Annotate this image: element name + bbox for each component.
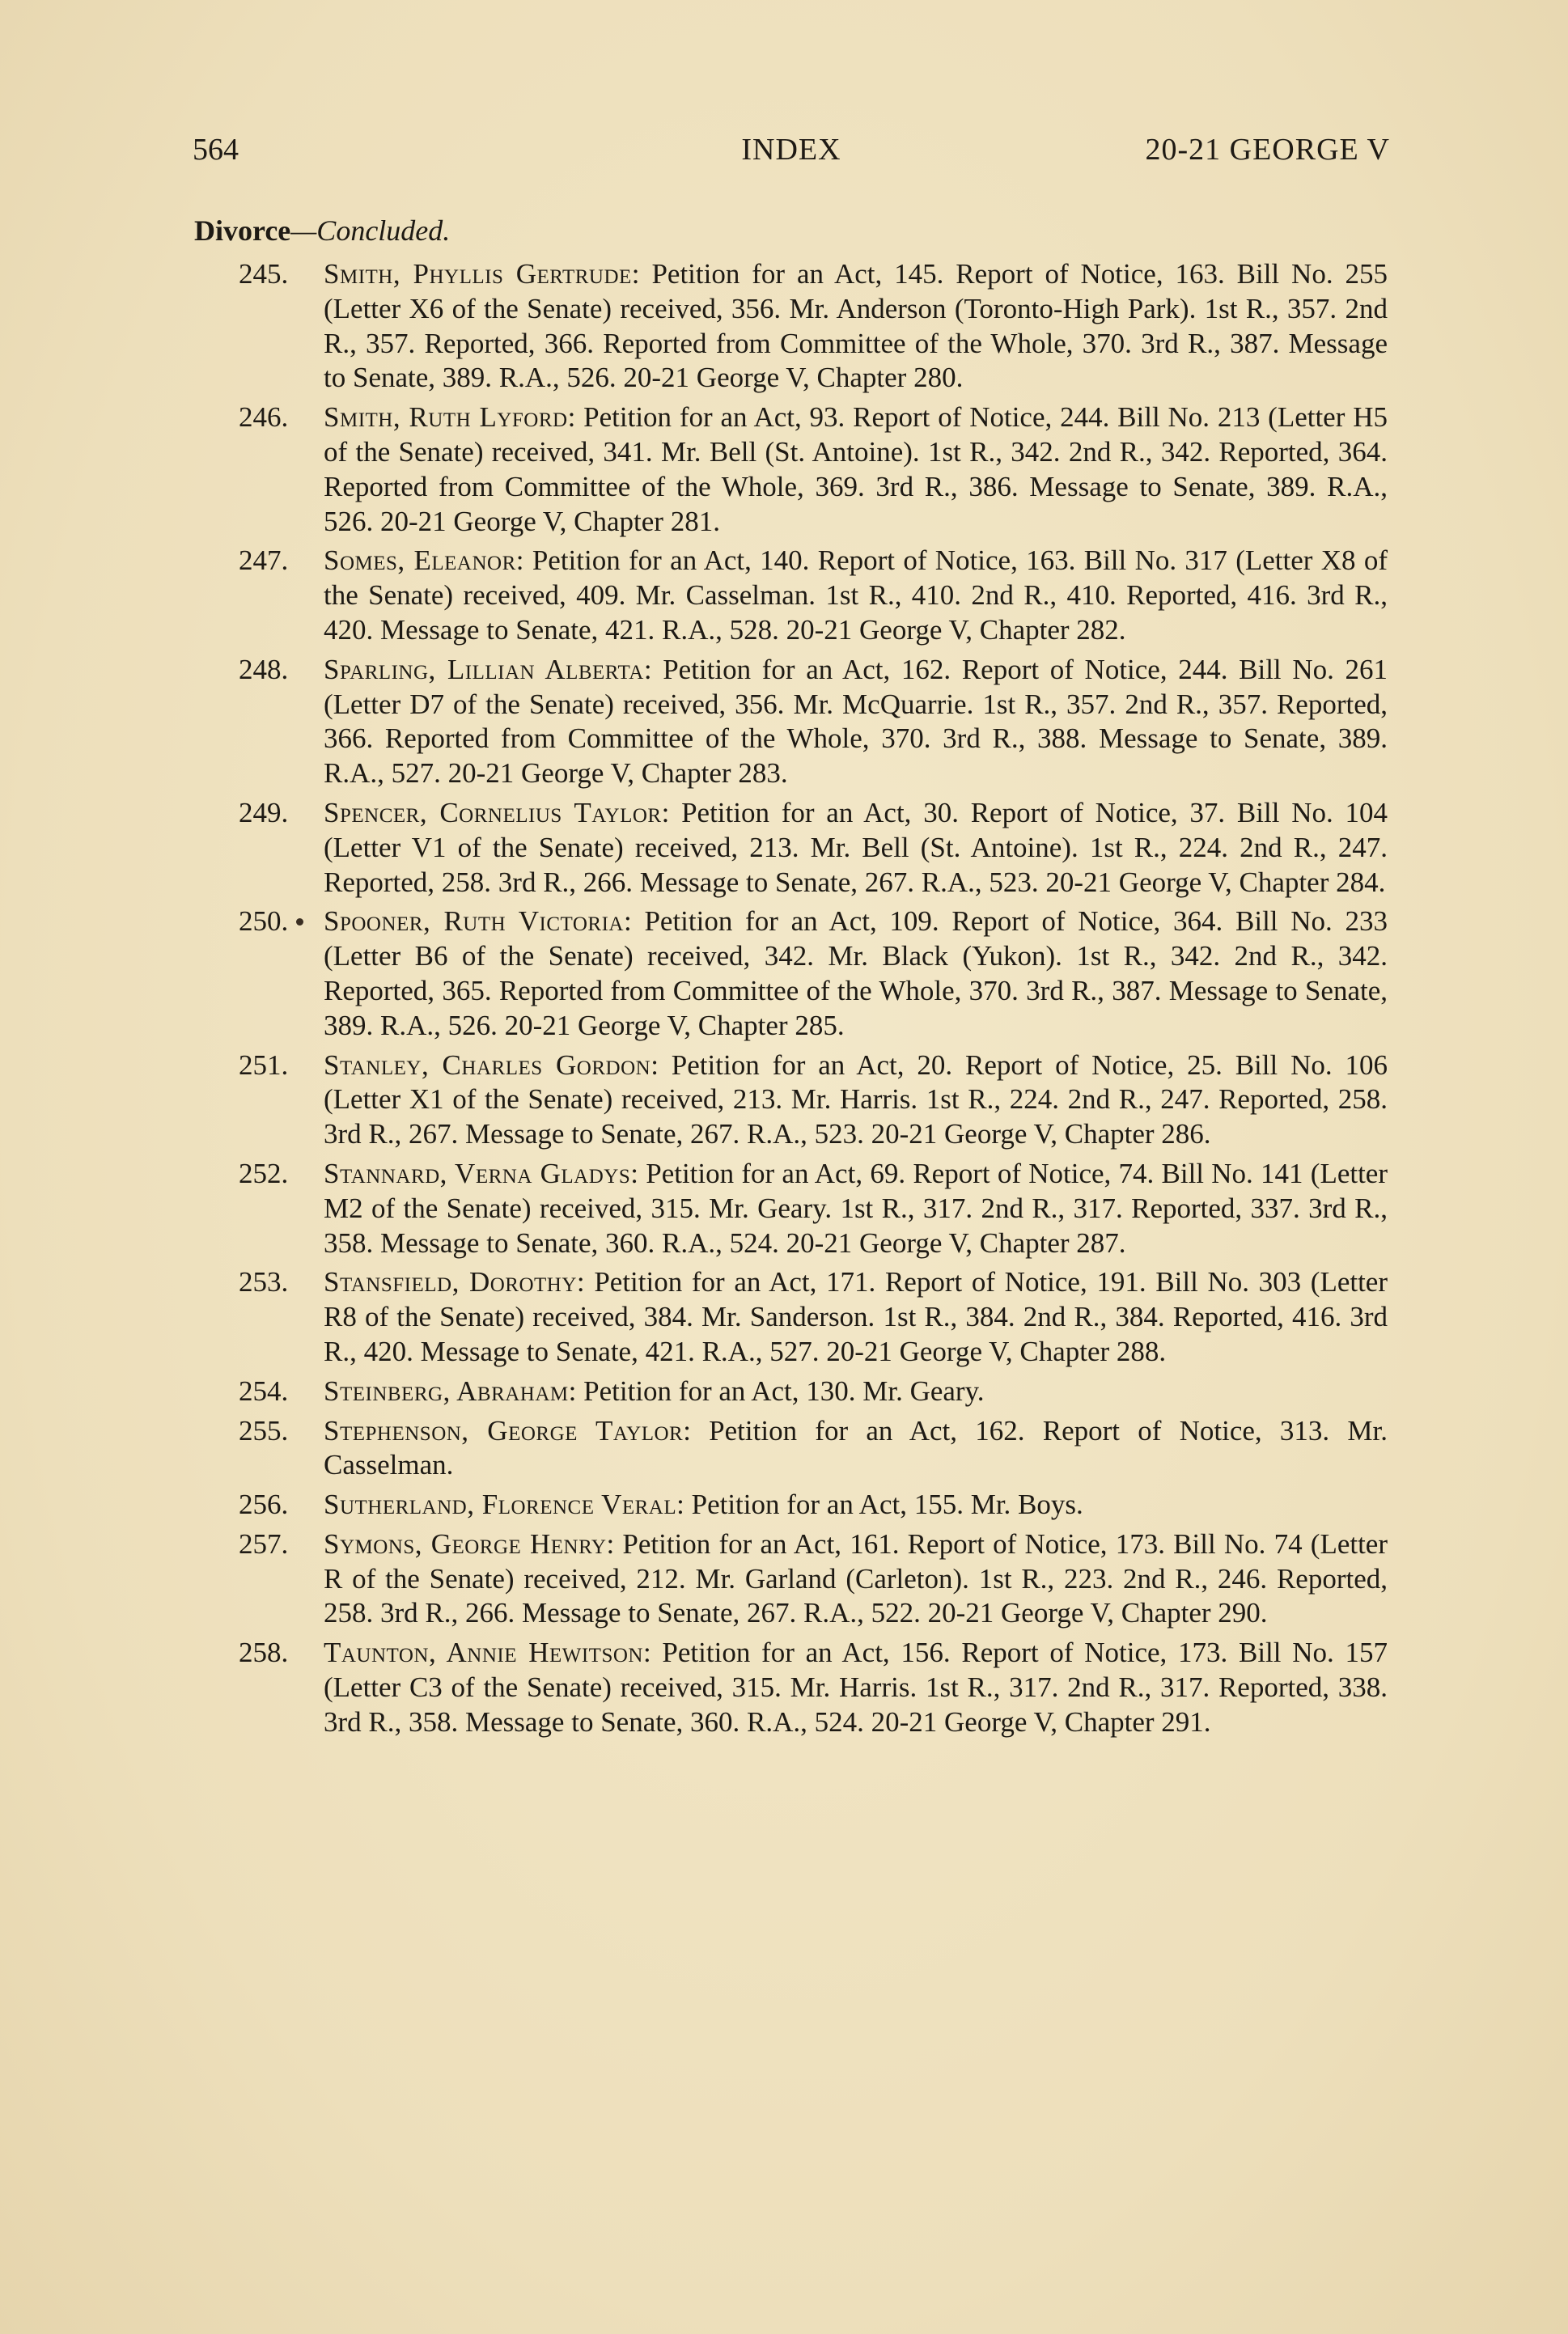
entry-text: Petition for an Act, 171. Report of Notice, 191. Bill No. 303 (Letter R8 of the Senate) received, 384. Mr. Sanderson. 1st R., 384. 2nd R., 384. Reported, 416. 3rd R., 420. Message to Senate, 421. R.A., 527. 20-21 George V, Chapter 288. bbox=[324, 1266, 1388, 1367]
entry-text: Petition for an Act, 130. Mr. Geary. bbox=[583, 1375, 985, 1407]
entry-name: Steinberg, Abraham bbox=[324, 1375, 569, 1407]
entry-name: Smith, Phyllis Gertrude bbox=[324, 258, 632, 290]
entry-name: Stanley, Charles Gordon bbox=[324, 1048, 651, 1081]
section-heading bbox=[194, 212, 450, 249]
index-entry: 253. Stansfield, Dorothy: Petition for an Act, 171. Report of Notice, 191. Bill No. 303 (Letter R8 of the Senate) received, 384. Mr. Sanderson. 1st R., 384. 2nd R., 384. Reported, 416. 3rd R., 420. Message to Senate, 421. R.A., 527. 20-21 George V, Chapter 288. bbox=[239, 1266, 1388, 1367]
index-entry: 250. Spooner, Ruth Victoria: Petition for an Act, 109. Report of Notice, 364. Bill No. 233 (Letter B6 of the Senate) received, 342. Mr. Black (Yukon). 1st R., 342. 2nd R., 342. Reported, 365. Reported from Committee of the Whole, 370. 3rd R., 387. Message to Senate, 389. R.A., 526. 20-21 George V, Chapter 285. bbox=[239, 905, 1388, 1041]
running-head bbox=[193, 129, 1390, 170]
entry-text: Petition for an Act, 162. Report of Notice, 313. Mr. Casselman. bbox=[324, 1414, 1388, 1481]
entry-text: Petition for an Act, 145. Report of Notice, 163. Bill No. 255 (Letter X6 of the Senate) received, 356. Mr. Anderson (Toronto-High Park). 1st R., 357. 2nd R., 357. Reported, 366. Reported from Committee of the Whole, 370. 3rd R., 387. Message to Senate, 389. R.A., 526. 20-21 George V, Chapter 280. bbox=[324, 258, 1388, 394]
index-entry: 258. Taunton, Annie Hewitson: Petition for an Act, 156. Report of Notice, 173. Bill No. 157 (Letter C3 of the Senate) received, 315. Mr. Harris. 1st R., 317. 2nd R., 317. Reported, 338. 3rd R., 358. Message to Senate, 360. R.A., 524. 20-21 George V, Chapter 291. bbox=[239, 1637, 1388, 1738]
entry-name: Somes, Eleanor bbox=[324, 544, 516, 577]
entry-text: Petition for an Act, 20. Report of Notice, 25. Bill No. 106 (Letter X1 of the Senate) received, 213. Mr. Harris. 1st R., 224. 2nd R., 247. Reported, 258. 3rd R., 267. Message to Senate, 267. R.A., 523. 20-21 George V, Chapter 286. bbox=[324, 1048, 1388, 1150]
index-entry: 246. Smith, Ruth Lyford: Petition for an Act, 93. Report of Notice, 244. Bill No. 213 (Letter H5 of the Senate) received, 341. Mr. Bell (St. Antoine). 1st R., 342. 2nd R., 342. Reported, 364. Reported from Committee of the Whole, 369. 3rd R., 386. Message to Senate, 389. R.A., 526. 20-21 George V, Chapter 281. bbox=[239, 401, 1388, 537]
index-entry: 257. Symons, George Henry: Petition for an Act, 161. Report of Notice, 173. Bill No. 74 (Letter R of the Senate) received, 212. Mr. Garland (Carleton). 1st R., 223. 2nd R., 246. Reported, 258. 3rd R., 266. Message to Senate, 267. R.A., 522. 20-21 George V, Chapter 290. bbox=[239, 1527, 1388, 1629]
entry-number: 253. bbox=[239, 1266, 289, 1298]
entry-name: Smith, Ruth Lyford bbox=[324, 401, 568, 434]
index-entry: 255. Stephenson, George Taylor: Petition for an Act, 162. Report of Notice, 313. Mr. Casselman. bbox=[239, 1414, 1388, 1481]
entry-name: Spencer, Cornelius Taylor bbox=[324, 796, 662, 828]
entry-number: 246. bbox=[239, 401, 289, 434]
index-entry: 254. Steinberg, Abraham: Petition for an Act, 130. Mr. Geary. bbox=[239, 1375, 1388, 1409]
entry-name: Stephenson, George Taylor bbox=[324, 1414, 684, 1447]
entry-number: 249. bbox=[239, 796, 289, 828]
entry-number: 251. bbox=[239, 1048, 289, 1081]
entry-name: Sparling, Lillian Alberta bbox=[324, 653, 644, 685]
entry-text: Petition for an Act, 93. Report of Notice, 244. Bill No. 213 (Letter H5 of the Senate) received, 341. Mr. Bell (St. Antoine). 1st R., 342. 2nd R., 342. Reported, 364. Reported from Committee of the Whole, 369. 3rd R., 386. Message to Senate, 389. R.A., 526. 20-21 George V, Chapter 281. bbox=[324, 401, 1388, 537]
page-number: 564 bbox=[193, 133, 239, 167]
entry-number: 247. bbox=[239, 544, 289, 577]
section-heading-continuation: —Concluded. bbox=[290, 214, 451, 247]
entry-number: 257. bbox=[239, 1527, 289, 1560]
entry-number: 245. bbox=[239, 258, 289, 290]
entry-name: Symons, George Henry bbox=[324, 1527, 607, 1560]
entry-number: 250. bbox=[239, 905, 289, 938]
index-entry: 256. Sutherland, Florence Veral: Petition for an Act, 155. Mr. Boys. bbox=[239, 1488, 1388, 1523]
entry-number: 256. bbox=[239, 1489, 289, 1521]
entry-text: Petition for an Act, 156. Report of Notice, 173. Bill No. 157 (Letter C3 of the Senate) received, 315. Mr. Harris. 1st R., 317. 2nd R., 317. Reported, 338. 3rd R., 358. Message to Senate, 360. R.A., 524. 20-21 George V, Chapter 291. bbox=[324, 1637, 1388, 1738]
entry-text: Petition for an Act, 161. Report of Notice, 173. Bill No. 74 (Letter R of the Senate) received, 212. Mr. Garland (Carleton). 1st R., 223. 2nd R., 246. Reported, 258. 3rd R., 266. Message to Senate, 267. R.A., 522. 20-21 George V, Chapter 290. bbox=[324, 1527, 1388, 1629]
entry-number: 258. bbox=[239, 1637, 289, 1669]
entry-number: 248. bbox=[239, 653, 289, 685]
entry-name: Spooner, Ruth Victoria bbox=[324, 905, 624, 938]
entry-name: Sutherland, Florence Veral bbox=[324, 1489, 677, 1521]
index-entry: 247. Somes, Eleanor: Petition for an Act, 140. Report of Notice, 163. Bill No. 317 (Letter X8 of the Senate) received, 409. Mr. Casselman. 1st R., 410. 2nd R., 410. Reported, 416. 3rd R., 420. Message to Senate, 421. R.A., 528. 20-21 George V, Chapter 282. bbox=[239, 544, 1388, 646]
entry-name: Stannard, Verna Gladys bbox=[324, 1157, 631, 1189]
entry-text: Petition for an Act, 140. Report of Notice, 163. Bill No. 317 (Letter X8 of the Senate) received, 409. Mr. Casselman. 1st R., 410. 2nd R., 410. Reported, 416. 3rd R., 420. Message to Senate, 421. R.A., 528. 20-21 George V, Chapter 282. bbox=[324, 544, 1388, 646]
print-speck bbox=[296, 918, 303, 926]
entry-text: Petition for an Act, 30. Report of Notice, 37. Bill No. 104 (Letter V1 of the Senate) received, 213. Mr. Bell (St. Antoine). 1st R., 224. 2nd R., 247. Reported, 258. 3rd R., 266. Message to Senate, 267. R.A., 523. 20-21 George V, Chapter 284. bbox=[324, 796, 1388, 898]
entry-text: Petition for an Act, 155. Mr. Boys. bbox=[691, 1489, 1083, 1521]
entry-number: 254. bbox=[239, 1375, 289, 1407]
regnal-year: 20-21 GEORGE V bbox=[1145, 133, 1390, 167]
entry-name: Taunton, Annie Hewitson bbox=[324, 1637, 643, 1669]
entry-name: Stansfield, Dorothy bbox=[324, 1266, 577, 1298]
entry-number: 255. bbox=[239, 1414, 289, 1447]
entry-text: Petition for an Act, 162. Report of Notice, 244. Bill No. 261 (Letter D7 of the Senate) received, 356. Mr. McQuarrie. 1st R., 357. 2nd R., 357. Reported, 366. Reported from Committee of the Whole, 370. 3rd R., 388. Message to Senate, 389. R.A., 527. 20-21 George V, Chapter 283. bbox=[324, 653, 1388, 790]
index-entry-list bbox=[239, 257, 1388, 1745]
index-entry: 245. Smith, Phyllis Gertrude: Petition for an Act, 145. Report of Notice, 163. Bill No. 255 (Letter X6 of the Senate) received, 356. Mr. Anderson (Toronto-High Park). 1st R., 357. 2nd R., 357. Reported, 366. Reported from Committee of the Whole, 370. 3rd R., 387. Message to Senate, 389. R.A., 526. 20-21 George V, Chapter 280. bbox=[239, 258, 1388, 394]
entry-number: 252. bbox=[239, 1157, 289, 1189]
entry-text: Petition for an Act, 109. Report of Notice, 364. Bill No. 233 (Letter B6 of the Senate) received, 342. Mr. Black (Yukon). 1st R., 342. 2nd R., 342. Reported, 365. Reported from Committee of the Whole, 370. 3rd R., 387. Message to Senate, 389. R.A., 526. 20-21 George V, Chapter 285. bbox=[324, 905, 1388, 1041]
index-entry: 251. Stanley, Charles Gordon: Petition for an Act, 20. Report of Notice, 25. Bill No. 106 (Letter X1 of the Senate) received, 213. Mr. Harris. 1st R., 224. 2nd R., 247. Reported, 258. 3rd R., 267. Message to Senate, 267. R.A., 523. 20-21 George V, Chapter 286. bbox=[239, 1048, 1388, 1150]
entry-text: Petition for an Act, 69. Report of Notice, 74. Bill No. 141 (Letter M2 of the Senate) received, 315. Mr. Geary. 1st R., 317. 2nd R., 317. Reported, 337. 3rd R., 358. Message to Senate, 360. R.A., 524. 20-21 George V, Chapter 287. bbox=[324, 1157, 1388, 1259]
index-entry: 249. Spencer, Cornelius Taylor: Petition for an Act, 30. Report of Notice, 37. Bill No. 104 (Letter V1 of the Senate) received, 213. Mr. Bell (St. Antoine). 1st R., 224. 2nd R., 247. Reported, 258. 3rd R., 266. Message to Senate, 267. R.A., 523. 20-21 George V, Chapter 284. bbox=[239, 796, 1388, 898]
page-title: INDEX bbox=[741, 133, 841, 167]
index-entry: 248. Sparling, Lillian Alberta: Petition for an Act, 162. Report of Notice, 244. Bill No. 261 (Letter D7 of the Senate) received, 356. Mr. McQuarrie. 1st R., 357. 2nd R., 357. Reported, 366. Reported from Committee of the Whole, 370. 3rd R., 388. Message to Senate, 389. R.A., 527. 20-21 George V, Chapter 283. bbox=[239, 653, 1388, 790]
section-heading-title: Divorce bbox=[194, 214, 291, 247]
index-entry: 252. Stannard, Verna Gladys: Petition for an Act, 69. Report of Notice, 74. Bill No. 141 (Letter M2 of the Senate) received, 315. Mr. Geary. 1st R., 317. 2nd R., 317. Reported, 337. 3rd R., 358. Message to Senate, 360. R.A., 524. 20-21 George V, Chapter 287. bbox=[239, 1157, 1388, 1259]
